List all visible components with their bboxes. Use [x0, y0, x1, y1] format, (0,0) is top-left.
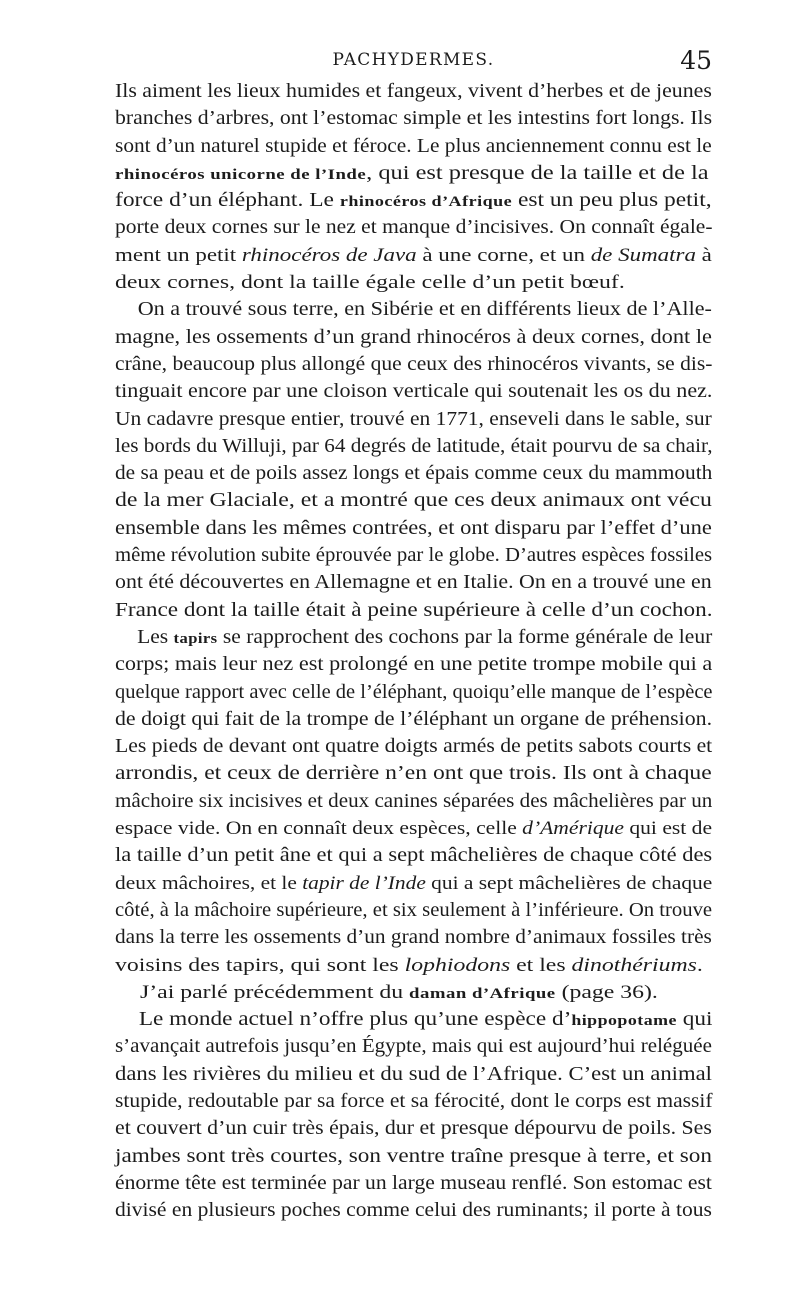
text-run: (page 36). — [555, 981, 658, 1003]
line-text — [115, 815, 712, 842]
text-run: Les — [137, 626, 174, 648]
text-run: branches d’arbres, ont l’estomac simple et les intestins fort longs. Ils — [115, 108, 713, 130]
text-line — [115, 78, 712, 105]
text-run: et les — [510, 954, 572, 976]
text-run: est un peu plus petit, — [512, 190, 712, 212]
page-number: 45 — [680, 46, 712, 75]
line-text — [115, 897, 712, 924]
text-run: de la mer Glaciale, et a montré que ces deux animaux ont vécu — [115, 490, 712, 512]
text-run: voisins des tapirs, qui sont les — [115, 954, 405, 976]
text-run: force d’un éléphant. Le — [115, 190, 340, 212]
text-run: s’avançait autrefois jusqu’en Égypte, mais qui est aujourd’hui reléguée — [115, 1036, 712, 1058]
text-run: J’ai parlé précédemment du — [140, 981, 410, 1003]
text-run: dans la terre les ossements d’un grand nombre d’animaux fossiles très — [115, 927, 712, 949]
text-line — [115, 897, 712, 924]
text-line — [115, 1143, 712, 1170]
line-text — [115, 788, 712, 815]
text-line — [115, 706, 712, 733]
text-run: deux mâchoires, et le — [115, 872, 303, 894]
text-line — [115, 160, 712, 187]
text-run: , qui est presque de la taille et de la — [366, 162, 709, 184]
text-run: quelque rapport avec celle de l’éléphant, quoiqu’elle manque de l’espèce — [115, 681, 713, 703]
text-run: espace vide. On en connaît deux espèces, celle — [115, 818, 523, 840]
text-run: porte deux cornes sur le nez et manque d’incisives. On connaît égale- — [115, 217, 713, 239]
text-line — [115, 679, 712, 706]
text-line — [115, 1170, 712, 1197]
italic-term: dinothériums — [571, 954, 697, 976]
text-line — [115, 979, 712, 1006]
text-run: corps; mais leur nez est prolongé en une petite trompe mobile qui a — [115, 654, 713, 676]
line-text — [115, 1197, 712, 1224]
text-run: divisé en plusieurs poches comme celui des ruminants; il porte à tous — [115, 1200, 712, 1222]
text-run: Les pieds de devant ont quatre doigts armés de petits sabots courts et — [115, 736, 713, 758]
text-line — [115, 760, 712, 787]
text-run: France dont la taille était à peine supérieure à celle d’un cochon. — [115, 599, 713, 621]
text-run: qui — [676, 1009, 713, 1031]
text-run: les bords du Willuji, par 64 degrés de latitude, était pourvu de sa chair, — [115, 435, 713, 457]
italic-term: d’Amérique — [522, 818, 624, 840]
text-line — [115, 733, 712, 760]
text-run: deux cornes, dont la taille égale celle d’un petit bœuf. — [115, 272, 625, 294]
italic-term: rhinocéros de Java — [241, 244, 417, 266]
text-line — [115, 133, 712, 160]
line-text — [115, 460, 712, 487]
text-run: On a trouvé sous terre, en Sibérie et en différents lieux de l’Alle- — [137, 299, 712, 321]
bold-term: tapirs — [173, 630, 218, 647]
text-run: à — [695, 244, 712, 266]
text-line — [115, 1006, 712, 1033]
text-run: et couvert d’un cuir très épais, dur et presque dépourvu de poils. Ses — [115, 1118, 712, 1140]
line-text — [115, 160, 709, 189]
text-run: se rapprochent des cochons par la forme générale de leur — [217, 626, 713, 648]
line-text — [115, 515, 712, 542]
text-run: même révolution subite éprouvée par le globe. D’autres espèces fossiles — [115, 545, 713, 567]
text-line — [115, 1061, 712, 1088]
line-text — [115, 979, 658, 1008]
text-run: Ils aiment les lieux humides et fangeux, vivent d’herbes et de jeunes — [115, 81, 712, 102]
text-run: de doigt qui fait de la trompe de l’éléphant un organe de préhension. — [115, 708, 713, 730]
text-line — [115, 952, 712, 979]
text-run: côté, à la mâchoire supérieure, et six seulement à l’inférieure. On trouve — [115, 899, 713, 921]
text-line — [115, 624, 712, 651]
line-text — [115, 597, 713, 624]
text-line — [115, 651, 712, 678]
line-text — [115, 378, 712, 405]
line-text — [115, 242, 712, 269]
line-text — [115, 651, 712, 678]
text-run: Le monde actuel n’offre plus qu’une espèce d’ — [138, 1009, 572, 1031]
text-line — [115, 515, 712, 542]
line-text — [115, 487, 712, 514]
text-run: tinguait encore par une cloison verticale qui soutenait les os du nez. — [115, 381, 713, 403]
page-header — [115, 46, 712, 80]
line-text — [115, 1170, 712, 1197]
text-line — [115, 433, 712, 460]
line-text — [115, 679, 713, 706]
text-line — [115, 842, 712, 869]
line-text — [115, 733, 712, 760]
text-line — [115, 924, 712, 951]
text-run: ensemble dans les mêmes contrées, et ont disparu par l’effet d’une — [115, 517, 712, 539]
line-text — [115, 924, 712, 951]
line-text — [115, 406, 712, 433]
line-text — [115, 105, 712, 132]
text-run: crâne, beaucoup plus allongé que ceux des rhinocéros vivants, se dis- — [115, 353, 713, 375]
text-line — [115, 269, 712, 296]
line-text — [115, 214, 713, 241]
text-run: mâchoire six incisives et deux canines séparées des mâchelières par un — [115, 790, 713, 812]
text-run: qui a sept mâchelières de chaque — [425, 872, 713, 894]
line-text — [115, 351, 712, 378]
italic-term: tapir de l’Inde — [302, 872, 426, 894]
text-run: dans les rivières du milieu et du sud de l’Afrique. C’est un animal — [115, 1063, 712, 1085]
text-line — [115, 597, 712, 624]
line-text — [115, 1088, 713, 1115]
text-run: ont été découvertes en Allemagne et en Italie. On en a trouvé une en — [115, 572, 712, 594]
text-line — [115, 351, 712, 378]
text-line — [115, 788, 712, 815]
text-line — [115, 1033, 712, 1060]
text-run: arrondis, et ceux de derrière n’en ont que trois. Ils ont à chaque — [115, 763, 712, 785]
bold-term: rhinocéros d’Afrique — [339, 194, 513, 211]
text-line — [115, 487, 712, 514]
line-text — [115, 1143, 712, 1170]
text-line — [115, 870, 712, 897]
text-run: de sa peau et de poils assez longs et épais comme ceux du mammouth — [115, 463, 713, 485]
line-text — [115, 706, 712, 733]
bold-term: daman d’Afrique — [409, 985, 556, 1002]
text-run: . — [696, 954, 703, 976]
line-text — [115, 842, 712, 869]
line-text — [115, 624, 712, 653]
line-text — [115, 1006, 712, 1035]
running-head: PACHYDERMES. — [332, 50, 495, 70]
text-run: énorme tête est terminée par un large museau renflé. Son estomac est — [115, 1172, 712, 1194]
line-text — [115, 870, 712, 897]
text-line — [115, 187, 712, 214]
text-run: qui est de — [623, 818, 713, 840]
line-text — [115, 952, 703, 979]
body-text — [115, 78, 712, 1224]
text-line — [115, 214, 712, 241]
text-line — [115, 460, 712, 487]
text-line — [115, 1088, 712, 1115]
text-run: sont d’un naturel stupide et féroce. Le plus anciennement connu est le — [115, 135, 712, 157]
bold-term: hippopotame — [571, 1013, 677, 1030]
text-run: jambes sont très courtes, son ventre traîne presque à terre, et son — [115, 1145, 712, 1167]
text-line — [115, 815, 712, 842]
line-text — [115, 433, 712, 460]
text-line — [115, 105, 712, 132]
text-line — [115, 296, 712, 323]
line-text — [115, 569, 712, 596]
text-line — [115, 324, 712, 351]
line-text — [115, 324, 712, 351]
line-text — [115, 1061, 712, 1088]
line-text — [115, 760, 712, 787]
text-run: ment un petit — [115, 244, 242, 266]
text-line — [115, 242, 712, 269]
line-text — [115, 542, 712, 569]
text-line — [115, 542, 712, 569]
text-run: à une corne, et un — [416, 244, 591, 266]
text-line — [115, 569, 712, 596]
bold-term: rhinocéros unicorne de l’Inde — [115, 166, 367, 183]
text-line — [115, 378, 712, 405]
line-text — [115, 296, 712, 323]
text-line — [115, 1115, 712, 1142]
line-text — [115, 133, 712, 160]
text-run: la taille d’un petit âne et qui a sept mâchelières de chaque côté des — [115, 845, 713, 867]
text-run: stupide, redoutable par sa force et sa férocité, dont le corps est massif — [115, 1090, 713, 1112]
line-text — [115, 1115, 712, 1142]
text-run: Un cadavre presque entier, trouvé en 1771, enseveli dans le sable, sur — [115, 408, 712, 430]
text-line — [115, 406, 712, 433]
italic-term: de Sumatra — [590, 244, 696, 266]
italic-term: lophiodons — [404, 954, 511, 976]
line-text — [115, 187, 712, 216]
text-run: magne, les ossements d’un grand rhinocéros à deux cornes, dont le — [115, 326, 712, 348]
line-text — [115, 1033, 712, 1060]
text-line — [115, 1197, 712, 1224]
line-text — [115, 78, 712, 105]
line-text — [115, 269, 625, 296]
